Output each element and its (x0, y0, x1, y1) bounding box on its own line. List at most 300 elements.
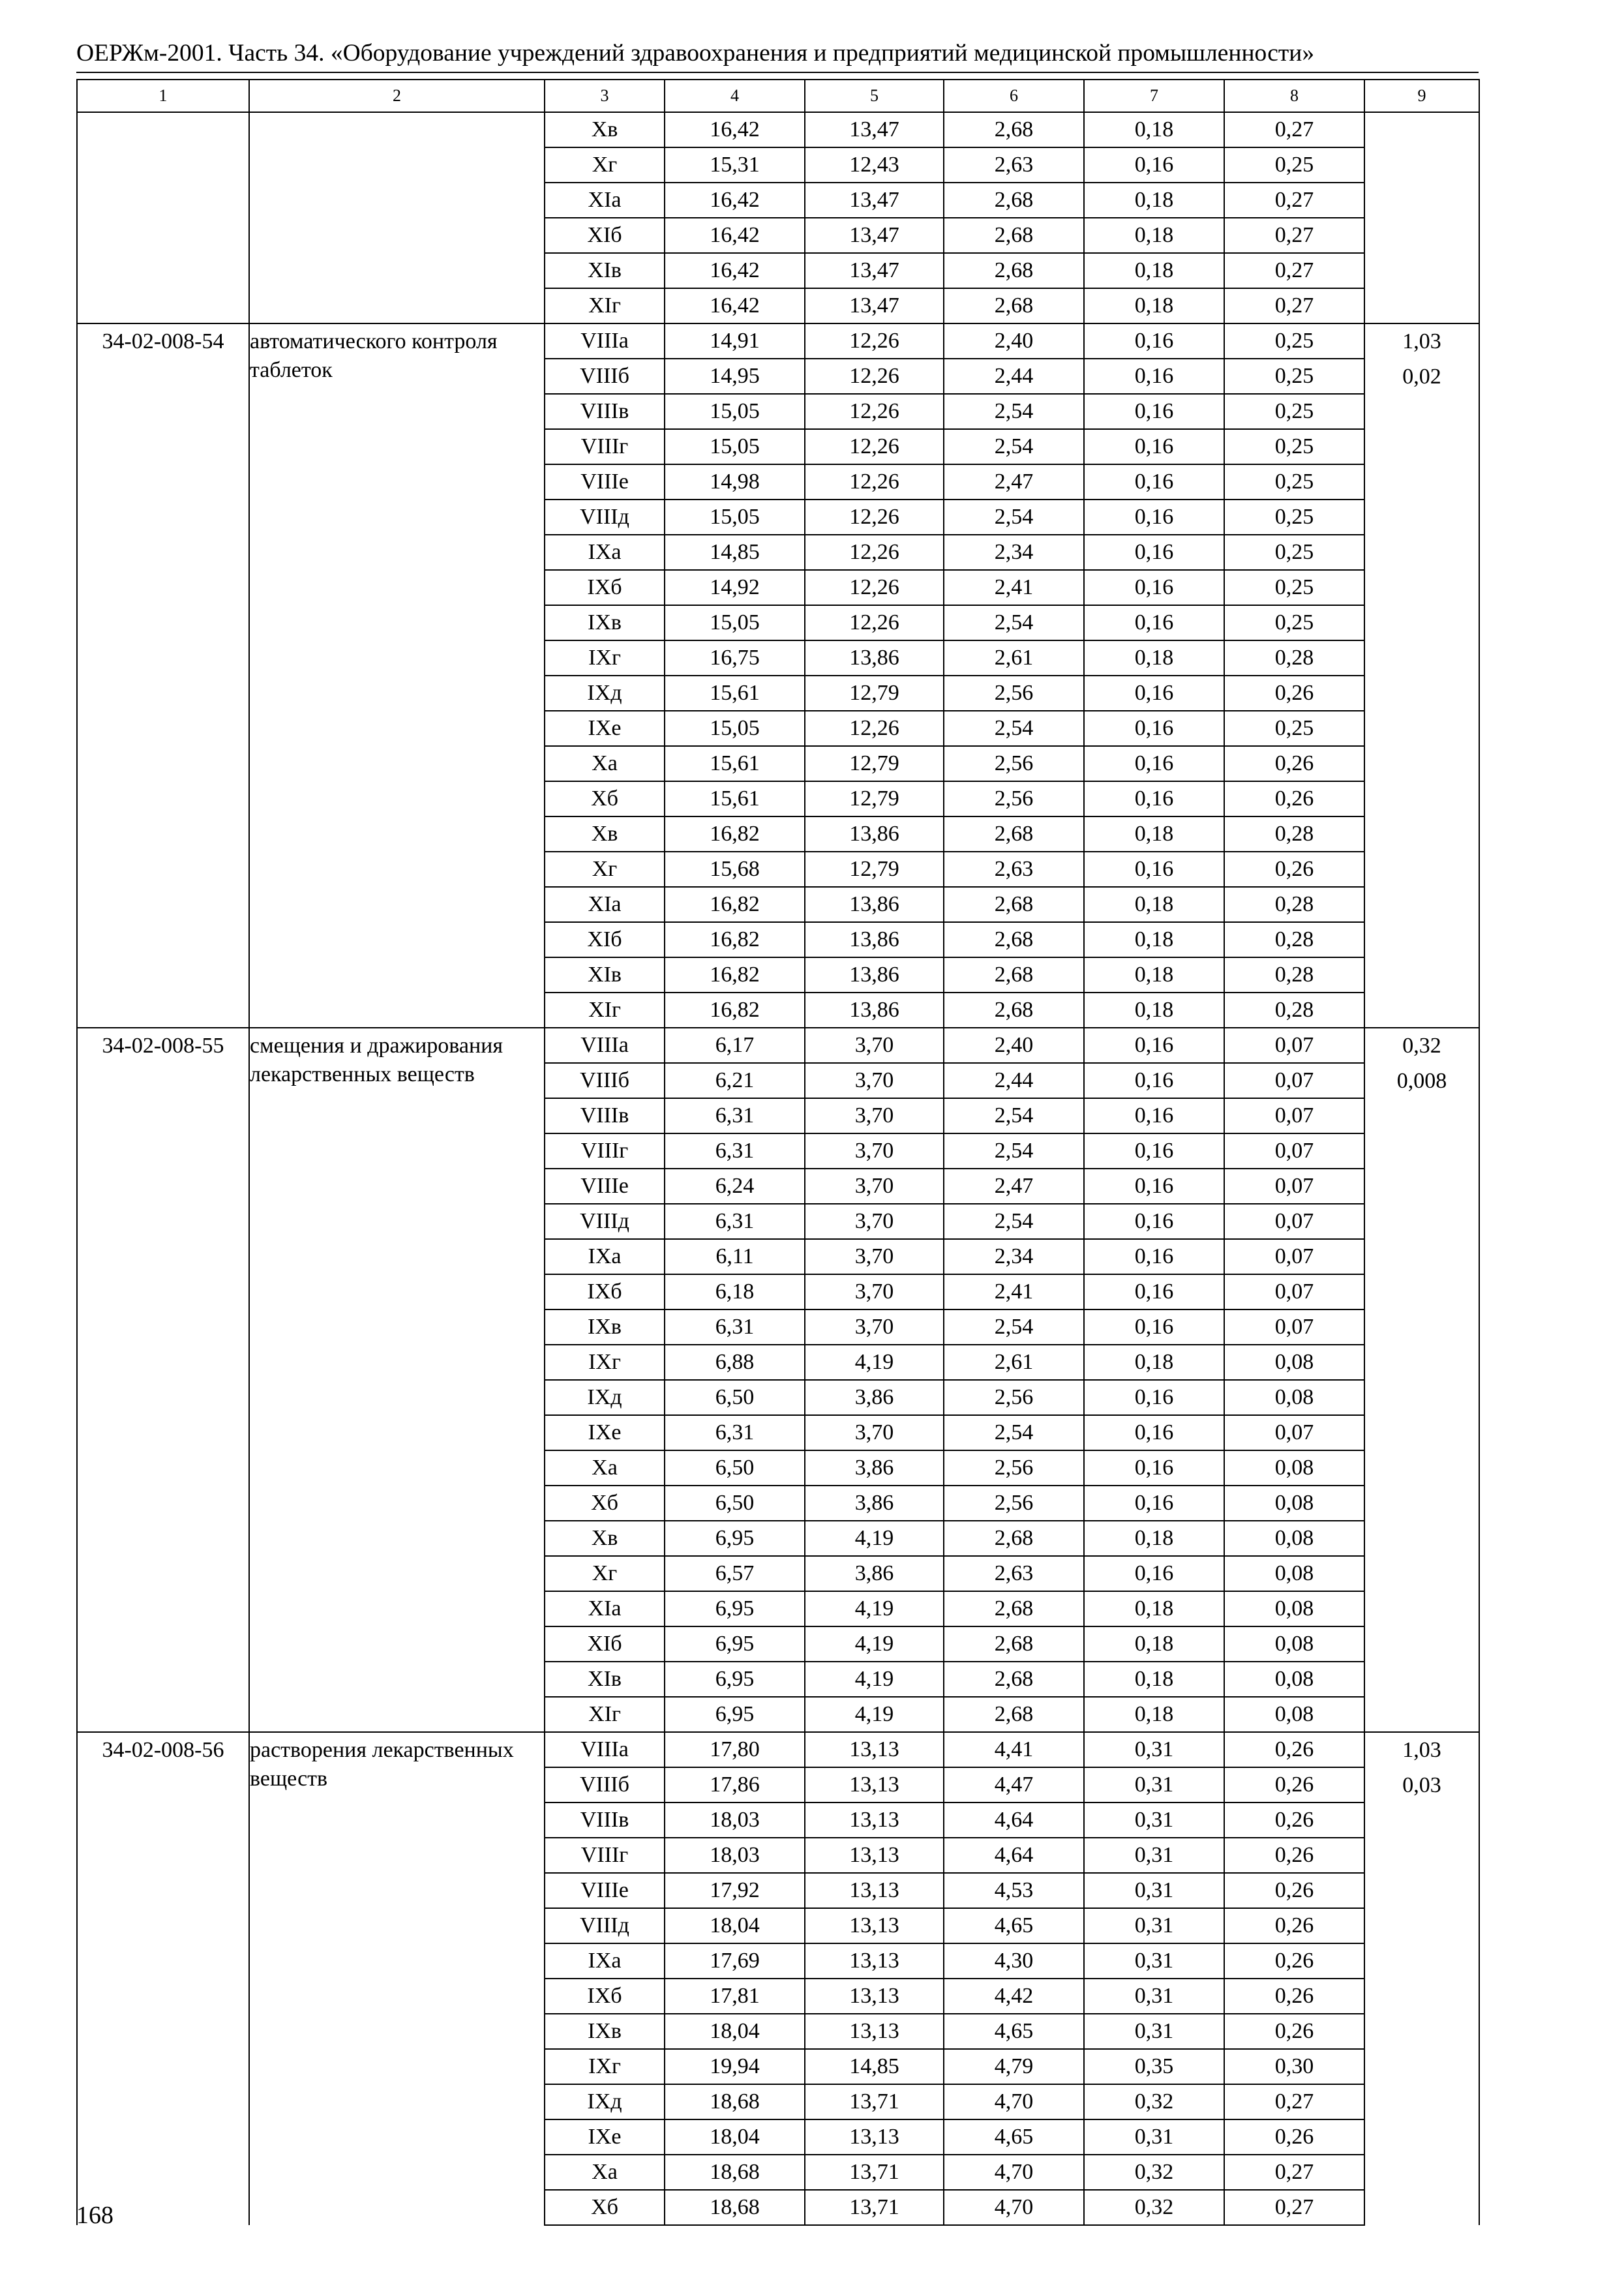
value-cell: 4,53 (944, 1873, 1084, 1908)
value-cell: 0,16 (1084, 1450, 1224, 1486)
value-cell: 0,31 (1084, 1803, 1224, 1838)
value-cell: 0,16 (1084, 500, 1224, 535)
value-cell: 3,70 (805, 1028, 944, 1063)
value-cell: 2,54 (944, 1204, 1084, 1239)
region-cell: ХIб (545, 922, 665, 957)
region-cell: ХIг (545, 993, 665, 1028)
value-cell: 6,95 (665, 1697, 805, 1732)
value-cell: 12,26 (805, 535, 944, 570)
value-cell: 12,26 (805, 323, 944, 359)
value-cell: 2,54 (944, 1133, 1084, 1169)
value-cell: 0,16 (1084, 1028, 1224, 1063)
value-cell: 2,68 (944, 1626, 1084, 1662)
value-cell: 17,92 (665, 1873, 805, 1908)
value-cell: 15,05 (665, 394, 805, 429)
value-cell: 6,95 (665, 1662, 805, 1697)
value-cell: 6,31 (665, 1204, 805, 1239)
equipment-description-cell (249, 1732, 545, 2225)
value-cell: 14,85 (805, 2049, 944, 2084)
value-cell: 2,68 (944, 183, 1084, 218)
value-cell: 2,68 (944, 922, 1084, 957)
value-cell: 13,86 (805, 816, 944, 852)
value-cell: 0,18 (1084, 1591, 1224, 1626)
value-cell: 12,43 (805, 147, 944, 183)
rate-code: 34-02-008-54 (102, 329, 224, 353)
value-cell: 2,54 (944, 605, 1084, 640)
value-cell: 0,18 (1084, 887, 1224, 922)
region-cell: VIIIг (545, 429, 665, 464)
value-cell: 6,24 (665, 1169, 805, 1204)
value-cell: 0,26 (1224, 1838, 1364, 1873)
value-cell: 3,86 (805, 1486, 944, 1521)
region-cell: IХе (545, 1415, 665, 1450)
region-cell: IХв (545, 1309, 665, 1345)
column-header: 9 (1364, 80, 1479, 112)
resource-cell (1364, 1028, 1479, 1732)
value-cell: 0,28 (1224, 816, 1364, 852)
value-cell: 2,68 (944, 957, 1084, 993)
value-cell: 17,69 (665, 1943, 805, 1979)
value-cell: 6,88 (665, 1345, 805, 1380)
value-cell: 2,54 (944, 429, 1084, 464)
value-cell: 14,92 (665, 570, 805, 605)
value-cell: 0,16 (1084, 1098, 1224, 1133)
column-header: 6 (944, 80, 1084, 112)
value-cell: 0,25 (1224, 394, 1364, 429)
value-cell: 4,30 (944, 1943, 1084, 1979)
value-cell: 0,27 (1224, 2084, 1364, 2119)
resource-value: 0,02 (1402, 365, 1441, 389)
value-cell: 2,47 (944, 1169, 1084, 1204)
region-cell: VIIIб (545, 359, 665, 394)
value-cell: 4,19 (805, 1662, 944, 1697)
region-cell: IХг (545, 1345, 665, 1380)
value-cell: 2,40 (944, 1028, 1084, 1063)
value-cell: 0,08 (1224, 1591, 1364, 1626)
value-cell: 0,18 (1084, 1521, 1224, 1556)
value-cell: 15,68 (665, 852, 805, 887)
value-cell: 0,16 (1084, 1415, 1224, 1450)
region-cell: ХIв (545, 253, 665, 288)
value-cell: 0,08 (1224, 1697, 1364, 1732)
value-cell: 0,08 (1224, 1556, 1364, 1591)
value-cell: 2,41 (944, 570, 1084, 605)
value-cell: 6,31 (665, 1098, 805, 1133)
value-cell: 19,94 (665, 2049, 805, 2084)
value-cell: 2,68 (944, 1521, 1084, 1556)
region-cell: Хг (545, 147, 665, 183)
value-cell: 2,44 (944, 359, 1084, 394)
value-cell: 16,42 (665, 183, 805, 218)
value-cell: 3,70 (805, 1169, 944, 1204)
value-cell: 0,32 (1084, 2190, 1224, 2225)
value-cell: 2,68 (944, 1591, 1084, 1626)
value-cell: 0,07 (1224, 1415, 1364, 1450)
rate-code: 34-02-008-55 (102, 1034, 224, 1058)
value-cell: 13,13 (805, 1979, 944, 2014)
table-row (77, 112, 1479, 147)
region-cell: VIIIв (545, 394, 665, 429)
value-cell: 0,18 (1084, 253, 1224, 288)
value-cell: 12,79 (805, 781, 944, 816)
region-cell: Хг (545, 852, 665, 887)
value-cell: 2,54 (944, 394, 1084, 429)
value-cell: 6,31 (665, 1133, 805, 1169)
resource-value: 0,32 (1402, 1034, 1441, 1058)
value-cell: 0,07 (1224, 1098, 1364, 1133)
value-cell: 0,25 (1224, 711, 1364, 746)
region-cell: IХб (545, 570, 665, 605)
value-cell: 13,86 (805, 993, 944, 1028)
value-cell: 0,07 (1224, 1204, 1364, 1239)
region-cell: VIIIд (545, 1204, 665, 1239)
value-cell: 0,16 (1084, 1204, 1224, 1239)
value-cell: 0,08 (1224, 1486, 1364, 1521)
value-cell: 13,71 (805, 2084, 944, 2119)
column-header: 2 (249, 80, 545, 112)
value-cell: 6,95 (665, 1626, 805, 1662)
region-cell: IХб (545, 1274, 665, 1309)
value-cell: 0,16 (1084, 323, 1224, 359)
value-cell: 2,56 (944, 676, 1084, 711)
value-cell: 0,31 (1084, 1873, 1224, 1908)
value-cell: 6,50 (665, 1380, 805, 1415)
value-cell: 13,71 (805, 2155, 944, 2190)
region-cell: Ха (545, 1450, 665, 1486)
value-cell: 18,68 (665, 2084, 805, 2119)
value-cell: 0,08 (1224, 1450, 1364, 1486)
region-cell: ХIб (545, 1626, 665, 1662)
value-cell: 2,47 (944, 464, 1084, 500)
value-cell: 4,70 (944, 2190, 1084, 2225)
value-cell: 13,13 (805, 1803, 944, 1838)
value-cell: 0,16 (1084, 147, 1224, 183)
value-cell: 0,26 (1224, 2014, 1364, 2049)
value-cell: 16,82 (665, 993, 805, 1028)
region-cell: VIIIа (545, 323, 665, 359)
value-cell: 0,16 (1084, 1274, 1224, 1309)
value-cell: 0,25 (1224, 605, 1364, 640)
value-cell: 17,80 (665, 1732, 805, 1767)
value-cell: 0,08 (1224, 1345, 1364, 1380)
value-cell: 4,65 (944, 1908, 1084, 1943)
region-cell: Хв (545, 816, 665, 852)
value-cell: 0,26 (1224, 781, 1364, 816)
resource-value: 1,03 (1402, 329, 1441, 353)
region-cell: ХIг (545, 1697, 665, 1732)
value-cell: 0,26 (1224, 1943, 1364, 1979)
value-cell: 0,16 (1084, 1380, 1224, 1415)
value-cell: 13,13 (805, 1732, 944, 1767)
value-cell: 13,13 (805, 2014, 944, 2049)
value-cell: 12,26 (805, 570, 944, 605)
value-cell: 3,70 (805, 1133, 944, 1169)
value-cell: 3,70 (805, 1309, 944, 1345)
value-cell: 0,16 (1084, 359, 1224, 394)
header-rule (76, 72, 1479, 73)
value-cell: 2,34 (944, 1239, 1084, 1274)
value-cell: 0,16 (1084, 570, 1224, 605)
value-cell: 0,16 (1084, 429, 1224, 464)
value-cell: 2,56 (944, 1380, 1084, 1415)
value-cell: 2,34 (944, 535, 1084, 570)
column-header: 8 (1224, 80, 1364, 112)
value-cell: 4,19 (805, 1626, 944, 1662)
region-cell: IХд (545, 1380, 665, 1415)
region-cell: IХв (545, 2014, 665, 2049)
value-cell: 0,32 (1084, 2084, 1224, 2119)
value-cell: 0,18 (1084, 1697, 1224, 1732)
value-cell: 0,07 (1224, 1028, 1364, 1063)
rates-table-container (76, 79, 1480, 2226)
resource-cell (1364, 323, 1479, 1028)
value-cell: 0,18 (1084, 112, 1224, 147)
value-cell: 12,79 (805, 852, 944, 887)
value-cell: 15,61 (665, 676, 805, 711)
value-cell: 6,31 (665, 1415, 805, 1450)
value-cell: 2,68 (944, 253, 1084, 288)
value-cell: 3,70 (805, 1098, 944, 1133)
value-cell: 2,68 (944, 816, 1084, 852)
value-cell: 0,16 (1084, 1063, 1224, 1098)
value-cell: 0,16 (1084, 1133, 1224, 1169)
value-cell: 0,18 (1084, 288, 1224, 323)
value-cell: 0,26 (1224, 1873, 1364, 1908)
value-cell: 12,79 (805, 746, 944, 781)
region-cell: VIIIа (545, 1028, 665, 1063)
rate-code-cell (77, 323, 249, 1028)
value-cell: 3,70 (805, 1274, 944, 1309)
value-cell: 0,31 (1084, 1767, 1224, 1803)
value-cell: 0,16 (1084, 1169, 1224, 1204)
value-cell: 2,56 (944, 1486, 1084, 1521)
value-cell: 0,25 (1224, 500, 1364, 535)
value-cell: 0,26 (1224, 1732, 1364, 1767)
value-cell: 3,86 (805, 1450, 944, 1486)
value-cell: 4,64 (944, 1803, 1084, 1838)
value-cell: 12,26 (805, 464, 944, 500)
value-cell: 0,08 (1224, 1521, 1364, 1556)
value-cell: 2,40 (944, 323, 1084, 359)
region-cell: Хв (545, 1521, 665, 1556)
value-cell: 0,16 (1084, 464, 1224, 500)
value-cell: 0,28 (1224, 993, 1364, 1028)
region-cell: IХе (545, 711, 665, 746)
value-cell: 0,16 (1084, 852, 1224, 887)
value-cell: 2,56 (944, 746, 1084, 781)
resource-cell (1364, 112, 1479, 323)
value-cell: 4,41 (944, 1732, 1084, 1767)
value-cell: 2,56 (944, 1450, 1084, 1486)
equipment-description: смещения и дражирования лекарственных веществ (250, 1034, 503, 1086)
value-cell: 0,18 (1084, 993, 1224, 1028)
region-cell: VIIIг (545, 1133, 665, 1169)
region-cell: IХг (545, 2049, 665, 2084)
value-cell: 0,16 (1084, 676, 1224, 711)
region-cell: VIIIб (545, 1767, 665, 1803)
value-cell: 4,47 (944, 1767, 1084, 1803)
region-cell: IХд (545, 2084, 665, 2119)
value-cell: 16,42 (665, 288, 805, 323)
value-cell: 0,25 (1224, 429, 1364, 464)
value-cell: 12,26 (805, 605, 944, 640)
value-cell: 14,95 (665, 359, 805, 394)
value-cell: 12,26 (805, 429, 944, 464)
value-cell: 13,13 (805, 1943, 944, 1979)
value-cell: 18,04 (665, 2119, 805, 2155)
page-header: ОЕРЖм-2001. Часть 34. «Оборудование учреждений здравоохранения и предприятий медицинской промышленности» (76, 40, 1315, 67)
value-cell: 2,63 (944, 852, 1084, 887)
value-cell: 15,05 (665, 429, 805, 464)
region-cell: ХIа (545, 1591, 665, 1626)
value-cell: 2,68 (944, 112, 1084, 147)
value-cell: 13,13 (805, 1908, 944, 1943)
value-cell: 2,56 (944, 781, 1084, 816)
value-cell: 4,19 (805, 1697, 944, 1732)
region-cell: VIIIд (545, 1908, 665, 1943)
value-cell: 16,82 (665, 957, 805, 993)
value-cell: 0,16 (1084, 535, 1224, 570)
table-body (77, 112, 1479, 2225)
value-cell: 0,07 (1224, 1169, 1364, 1204)
value-cell: 17,86 (665, 1767, 805, 1803)
value-cell: 0,26 (1224, 852, 1364, 887)
region-cell: Хб (545, 781, 665, 816)
value-cell: 2,68 (944, 993, 1084, 1028)
value-cell: 3,70 (805, 1063, 944, 1098)
value-cell: 2,63 (944, 1556, 1084, 1591)
value-cell: 15,61 (665, 781, 805, 816)
value-cell: 0,31 (1084, 1732, 1224, 1767)
value-cell: 4,70 (944, 2084, 1084, 2119)
value-cell: 2,61 (944, 1345, 1084, 1380)
value-cell: 15,61 (665, 746, 805, 781)
equipment-description-cell (249, 323, 545, 1028)
resource-value: 0,008 (1396, 1069, 1447, 1093)
value-cell: 13,13 (805, 1873, 944, 1908)
value-cell: 2,54 (944, 711, 1084, 746)
region-cell: Хб (545, 2190, 665, 2225)
value-cell: 0,31 (1084, 1908, 1224, 1943)
value-cell: 16,42 (665, 218, 805, 253)
value-cell: 0,07 (1224, 1274, 1364, 1309)
value-cell: 3,70 (805, 1415, 944, 1450)
region-cell: IХа (545, 535, 665, 570)
region-cell: VIIIе (545, 1169, 665, 1204)
value-cell: 16,75 (665, 640, 805, 676)
region-cell: IХд (545, 676, 665, 711)
equipment-description (250, 113, 544, 116)
value-cell: 18,03 (665, 1838, 805, 1873)
value-cell: 0,26 (1224, 746, 1364, 781)
value-cell: 0,18 (1084, 816, 1224, 852)
value-cell: 13,47 (805, 183, 944, 218)
value-cell: 0,35 (1084, 2049, 1224, 2084)
value-cell: 13,13 (805, 1838, 944, 1873)
value-cell: 0,25 (1224, 570, 1364, 605)
value-cell: 0,31 (1084, 1943, 1224, 1979)
value-cell: 0,27 (1224, 2155, 1364, 2190)
value-cell: 6,11 (665, 1239, 805, 1274)
region-cell: Хв (545, 112, 665, 147)
value-cell: 0,16 (1084, 1486, 1224, 1521)
value-cell: 0,16 (1084, 711, 1224, 746)
value-cell: 4,19 (805, 1345, 944, 1380)
value-cell: 6,57 (665, 1556, 805, 1591)
value-cell: 0,16 (1084, 1309, 1224, 1345)
value-cell: 2,63 (944, 147, 1084, 183)
equipment-description: автоматического контроля таблеток (250, 329, 498, 382)
column-header: 5 (805, 80, 944, 112)
value-cell: 0,25 (1224, 323, 1364, 359)
value-cell: 0,07 (1224, 1063, 1364, 1098)
value-cell: 15,05 (665, 711, 805, 746)
value-cell: 0,32 (1084, 2155, 1224, 2190)
value-cell: 0,31 (1084, 2119, 1224, 2155)
value-cell: 13,71 (805, 2190, 944, 2225)
value-cell: 15,05 (665, 500, 805, 535)
value-cell: 0,26 (1224, 1767, 1364, 1803)
value-cell: 16,42 (665, 112, 805, 147)
value-cell: 0,07 (1224, 1133, 1364, 1169)
value-cell: 6,21 (665, 1063, 805, 1098)
region-cell: VIIIв (545, 1803, 665, 1838)
resource-value: 0,03 (1402, 1773, 1441, 1797)
value-cell: 13,86 (805, 887, 944, 922)
region-cell: VIIIв (545, 1098, 665, 1133)
value-cell: 3,86 (805, 1556, 944, 1591)
value-cell: 0,26 (1224, 1979, 1364, 2014)
value-cell: 0,25 (1224, 464, 1364, 500)
value-cell: 6,50 (665, 1486, 805, 1521)
value-cell: 6,18 (665, 1274, 805, 1309)
column-header: 3 (545, 80, 665, 112)
value-cell: 18,68 (665, 2190, 805, 2225)
value-cell: 14,91 (665, 323, 805, 359)
value-cell: 13,47 (805, 218, 944, 253)
region-cell: IХг (545, 640, 665, 676)
table-row (77, 1732, 1479, 1767)
value-cell: 0,27 (1224, 288, 1364, 323)
rate-code-cell (77, 112, 249, 323)
value-cell: 2,68 (944, 1662, 1084, 1697)
value-cell: 13,13 (805, 2119, 944, 2155)
value-cell: 14,85 (665, 535, 805, 570)
value-cell: 0,30 (1224, 2049, 1364, 2084)
equipment-description: растворения лекарственных веществ (250, 1738, 514, 1791)
value-cell: 12,79 (805, 676, 944, 711)
value-cell: 0,18 (1084, 218, 1224, 253)
value-cell: 2,68 (944, 887, 1084, 922)
value-cell: 0,31 (1084, 1838, 1224, 1873)
region-cell: Хб (545, 1486, 665, 1521)
region-cell: VIIIе (545, 1873, 665, 1908)
value-cell: 0,16 (1084, 781, 1224, 816)
region-cell: Ха (545, 2155, 665, 2190)
value-cell: 18,03 (665, 1803, 805, 1838)
value-cell: 13,47 (805, 288, 944, 323)
value-cell: 2,68 (944, 1697, 1084, 1732)
value-cell: 18,04 (665, 1908, 805, 1943)
value-cell: 0,28 (1224, 957, 1364, 993)
value-cell: 16,82 (665, 922, 805, 957)
equipment-description-cell (249, 112, 545, 323)
value-cell: 0,16 (1084, 1239, 1224, 1274)
rate-code-cell (77, 1732, 249, 2225)
value-cell: 2,44 (944, 1063, 1084, 1098)
value-cell: 0,07 (1224, 1309, 1364, 1345)
region-cell: ХIб (545, 218, 665, 253)
